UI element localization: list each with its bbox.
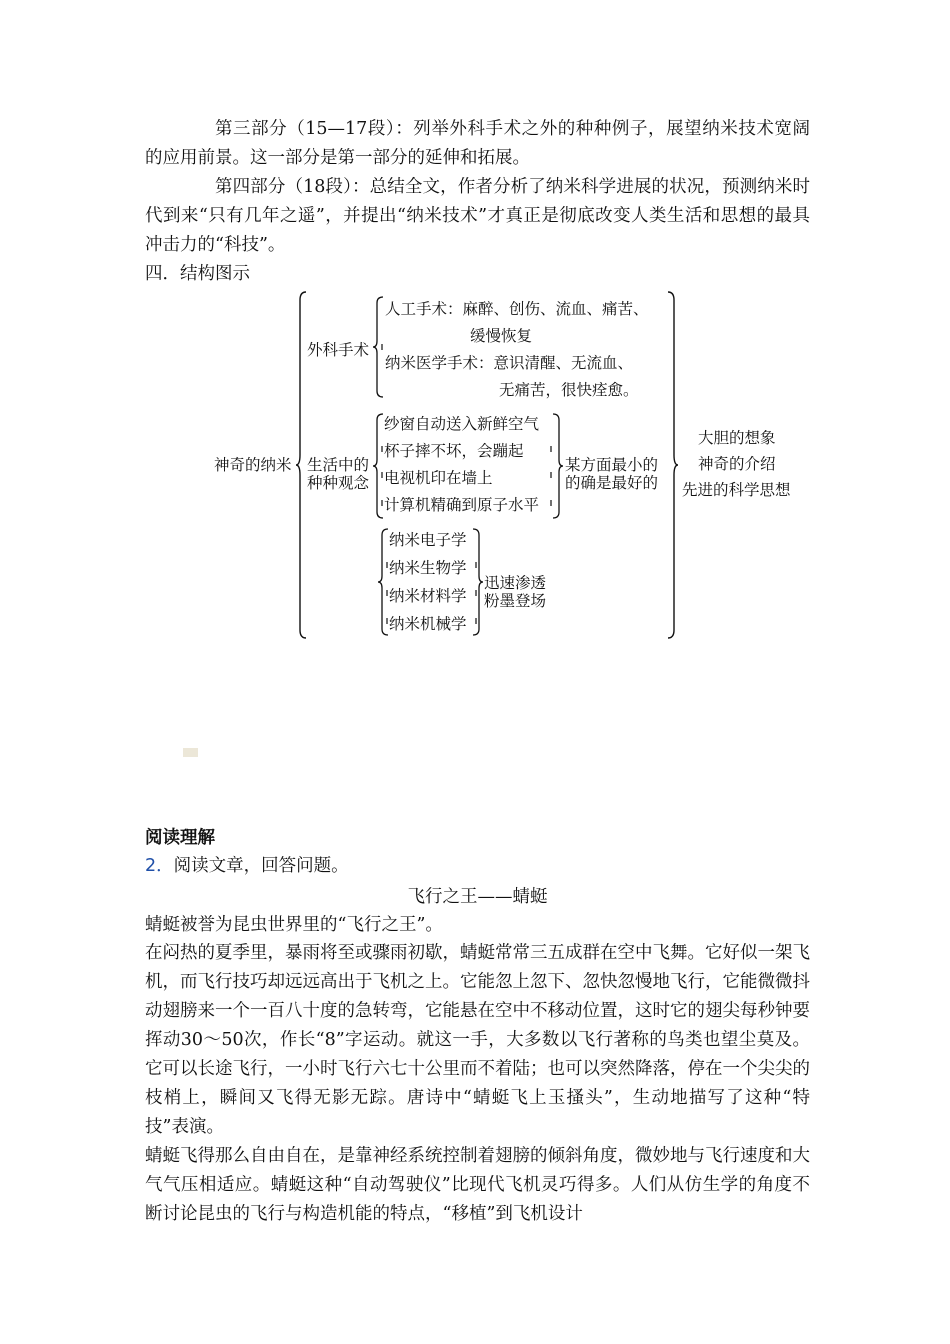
- field-item: 纳米机械学: [389, 615, 467, 633]
- root-label: 神奇的纳米: [214, 456, 292, 474]
- article-para1: 蜻蜓被誉为昆虫世界里的“飞行之王”。: [145, 915, 443, 935]
- scan-artifact: [183, 748, 198, 757]
- summary-part3: 第三部分（15—17段）：列举外科手术之外的种种例子，展望纳米技术宽阔的应用前景。这一部分是第一部分的延伸和拓展。: [145, 119, 810, 168]
- conclusion-item: 大胆的想象: [698, 429, 776, 447]
- question-text: 阅读文章，回答问题。: [173, 856, 349, 876]
- field-item: 纳米电子学: [389, 531, 467, 549]
- life-item: 电视机印在墙上: [384, 469, 493, 487]
- field-item: 纳米生物学: [389, 559, 467, 577]
- nano-surgery-line2: 无痛苦，很快痊愈。: [499, 381, 639, 399]
- fields-summary-line2: 粉墨登场: [484, 592, 547, 610]
- fields-summary-line1: 迅速渗透: [484, 574, 547, 592]
- manual-surgery-line1: 人工手术：麻醉、创伤、流血、痛苦、: [385, 300, 649, 318]
- life-label-line2: 种种观念: [307, 474, 370, 492]
- question-2: [145, 852, 810, 881]
- conclusion-item: 先进的科学思想: [682, 481, 791, 499]
- surgery-label: 外科手术: [307, 341, 370, 359]
- conclusion-item: 神奇的介绍: [698, 455, 776, 473]
- section-title: 阅读理解: [145, 828, 215, 848]
- life-summary-line1: 某方面最小的: [565, 456, 659, 474]
- question-number: 2．: [145, 856, 174, 876]
- summary-part4: 第四部分（18段）：总结全文，作者分析了纳米科学进展的状况，预测纳米时代到来“只有几年之遥”，并提出“纳米技术”才真正是彻底改变人类生活和思想的最具冲击力的“科技”。: [145, 177, 810, 255]
- manual-surgery-line2: 缓慢恢复: [470, 327, 533, 345]
- field-item: 纳米材料学: [389, 587, 467, 605]
- article-title: 飞行之王——蜻蜓: [407, 887, 548, 907]
- life-item: 杯子摔不坏，会蹦起: [384, 442, 524, 460]
- article-para3: 蜻蜓飞得那么自由自在，是靠神经系统控制着翅膀的倾斜角度，微妙地与飞行速度和大气气压相适应。蜻蜓这种“自动驾驶仪”比现代飞机灵巧得多。人们从仿生学的角度不断讨论昆虫的飞行与构造机能的特点，“移植”到飞机设计: [145, 1146, 810, 1224]
- structure-heading: 四．结构图示: [145, 264, 250, 284]
- article-para2: 在闷热的夏季里，暴雨将至或骤雨初歇，蜻蜓常常三五成群在空中飞舞。它好似一架飞机，而飞行技巧却远远高出于飞机之上。它能忽上忽下、忽快忽慢地飞行，它能微微抖动翅膀来一个一百八十度的急转弯，它能悬在空中不移动位置，这时它的翅尖每秒钟要挥动30～50次，作长“8”字运动。就这一手，大多数以飞行著称的鸟类也望尘莫及。它可以长途飞行，一小时飞行六七十公里而不着陆；也可以突然降落，停在一个尖尖的枝梢上，瞬间又飞得无影无踪。唐诗中“蜻蜓飞上玉搔头”，生动地描写了这种“特技”表演。: [145, 943, 810, 1137]
- life-label-line1: 生活中的: [307, 456, 370, 474]
- life-item: 计算机精确到原子水平: [384, 496, 540, 514]
- nano-surgery-line1: 纳米医学手术：意识清醒、无流血、: [385, 354, 634, 372]
- life-summary-line2: 的确是最好的: [565, 474, 659, 492]
- life-item: 纱窗自动送入新鲜空气: [384, 415, 540, 433]
